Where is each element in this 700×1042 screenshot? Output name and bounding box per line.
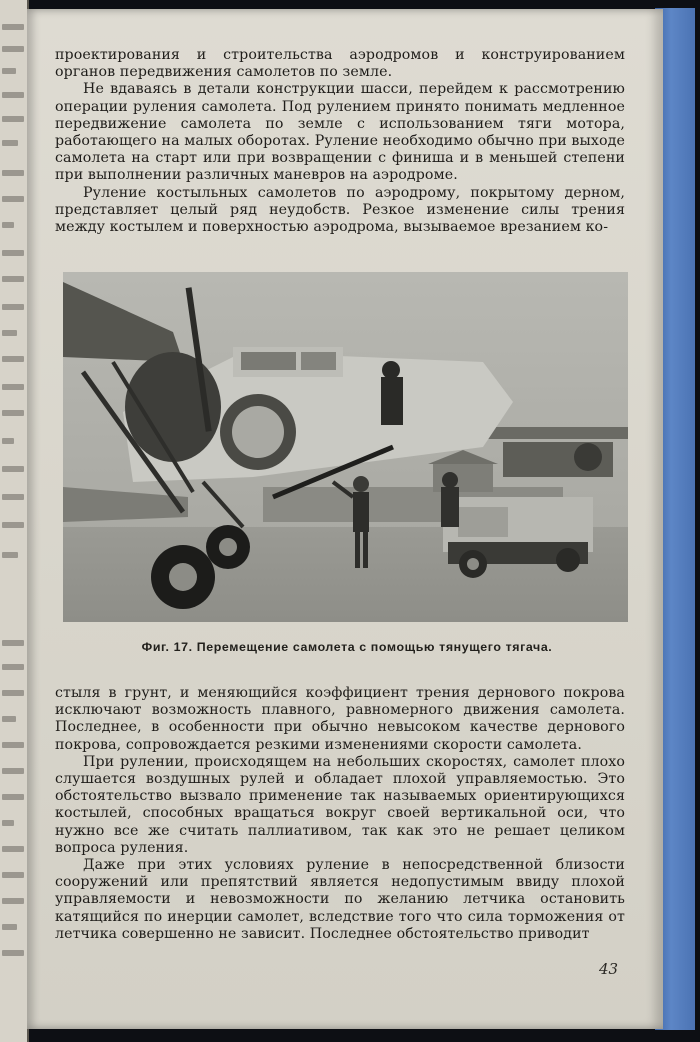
bottom-text-block (55, 685, 625, 943)
figure-caption: Фиг. 17. Перемещение самолета с помощью тянущего тягача. (141, 640, 553, 654)
paragraph-1: проектирования и строительства аэродромов и конструированием органов передвижения самолетов по земле. (55, 47, 625, 81)
facing-page-edge (0, 0, 29, 1042)
paragraph-5: При рулении, происходящем на небольших скоростях, самолет плохо слушается воздушных рулей и обладает плохой управляемостью. Это обстоятельство вызвало применение так называемых ориентирующихся костылей, способных вращаться вокруг своей вертикальной оси, что нужно все же считать паллиативом, так как это не решает целиком вопроса руления. (55, 753, 625, 856)
book-page (27, 9, 663, 1029)
paragraph-4: стыля в грунт, и меняющийся коэффициент трения дернового покрова исключают возможность плавного, равномерного движения самолета. Последнее, в особенности при обычно невысоком качестве дернового покрова, сопровождается резкими изменениями скорости самолета. (55, 685, 625, 753)
figure-photo (63, 272, 628, 622)
page-number: 43 (599, 960, 619, 978)
paragraph-2: Не вдаваясь в детали конструкции шасси, перейдем к рассмотрению операции руления самолета. Под рулением принято понимать медленное передвижение самолета по земле с использованием тяги мотора, работающего на малых оборотах. Руление необходимо обычно при выходе самолета на старт или при возвращении с финиша и в меньшей степени при выполнении различных маневров на аэродроме. (55, 81, 625, 184)
top-text-block (55, 47, 625, 236)
paragraph-6: Даже при этих условиях руление в непосредственной близости сооружений или препятствий является недопустимым ввиду плохой управляемости и невозможности по желанию летчика остановить катящийся по инерции самолет, вследствие того что сила торможения от летчика совершенно не зависит. Последнее обстоятельство приводит (55, 857, 625, 942)
paragraph-3: Руление костыльных самолетов по аэродрому, покрытому дерном, представляет целый ряд неудобств. Резкое изменение силы трения между костылем и поверхностью аэродрома, вызываемое врезанием ко- (55, 184, 625, 236)
